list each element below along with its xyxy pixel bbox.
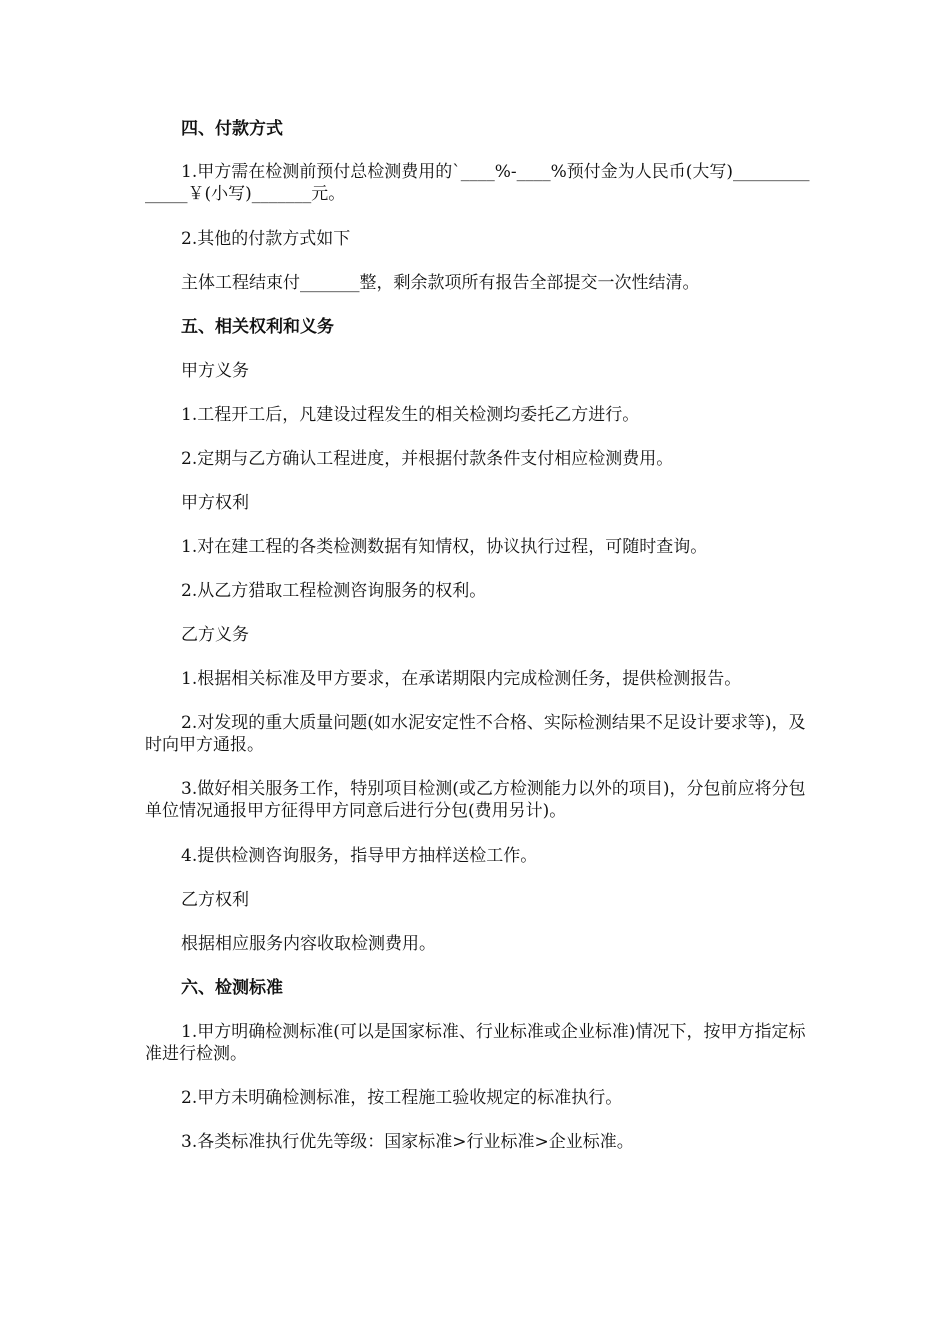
party-b-duty-3: 3.做好相关服务工作，特别项目检测(或乙方检测能力以外的项目)，分包前应将分包单位情况通报甲方征得甲方同意后进行分包(费用另计)。 bbox=[145, 779, 806, 821]
party-a-duty-2: 2.定期与乙方确认工程进度，并根据付款条件支付相应检测费用。 bbox=[181, 449, 674, 469]
party-a-right-2: 2.从乙方猎取工程检测咨询服务的权利。 bbox=[181, 581, 487, 601]
payment-clause-3: 主体工程结束付_______整，剩余款项所有报告全部提交一次性结清。 bbox=[181, 273, 700, 293]
party-a-rights-title: 甲方权利 bbox=[181, 493, 249, 513]
party-b-duty-1: 1.根据相关标准及甲方要求，在承诺期限内完成检测任务，提供检测报告。 bbox=[181, 669, 742, 689]
party-a-duties-title: 甲方义务 bbox=[181, 361, 249, 381]
party-b-right-1: 根据相应服务内容收取检测费用。 bbox=[181, 934, 436, 954]
party-b-duty-2: 2.对发现的重大质量问题(如水泥安定性不合格、实际检测结果不足设计要求等)，及时向甲方通报。 bbox=[145, 713, 806, 755]
standard-clause-2: 2.甲方未明确检测标准，按工程施工验收规定的标准执行。 bbox=[181, 1088, 623, 1108]
section-5-heading: 五、相关权利和义务 bbox=[181, 317, 334, 337]
standard-clause-3: 3.各类标准执行优先等级：国家标准>行业标准>企业标准。 bbox=[181, 1132, 634, 1152]
party-b-rights-title: 乙方权利 bbox=[181, 890, 249, 910]
party-b-duty-4: 4.提供检测咨询服务，指导甲方抽样送检工作。 bbox=[181, 846, 538, 866]
party-a-right-1: 1.对在建工程的各类检测数据有知情权，协议执行过程，可随时查询。 bbox=[181, 537, 708, 557]
payment-clause-2: 2.其他的付款方式如下 bbox=[181, 229, 351, 249]
section-4-heading: 四、付款方式 bbox=[181, 119, 283, 139]
payment-clause-1: 1.甲方需在检测前预付总检测费用的`____%-____%预付金为人民币(大写)______________￥(小写)_______元。 bbox=[145, 162, 810, 204]
standard-clause-1: 1.甲方明确检测标准(可以是国家标准、行业标准或企业标准)情况下，按甲方指定标准进行检测。 bbox=[145, 1022, 806, 1064]
party-a-duty-1: 1.工程开工后，凡建设过程发生的相关检测均委托乙方进行。 bbox=[181, 405, 640, 425]
section-6-heading: 六、检测标准 bbox=[181, 978, 283, 998]
party-b-duties-title: 乙方义务 bbox=[181, 625, 249, 645]
